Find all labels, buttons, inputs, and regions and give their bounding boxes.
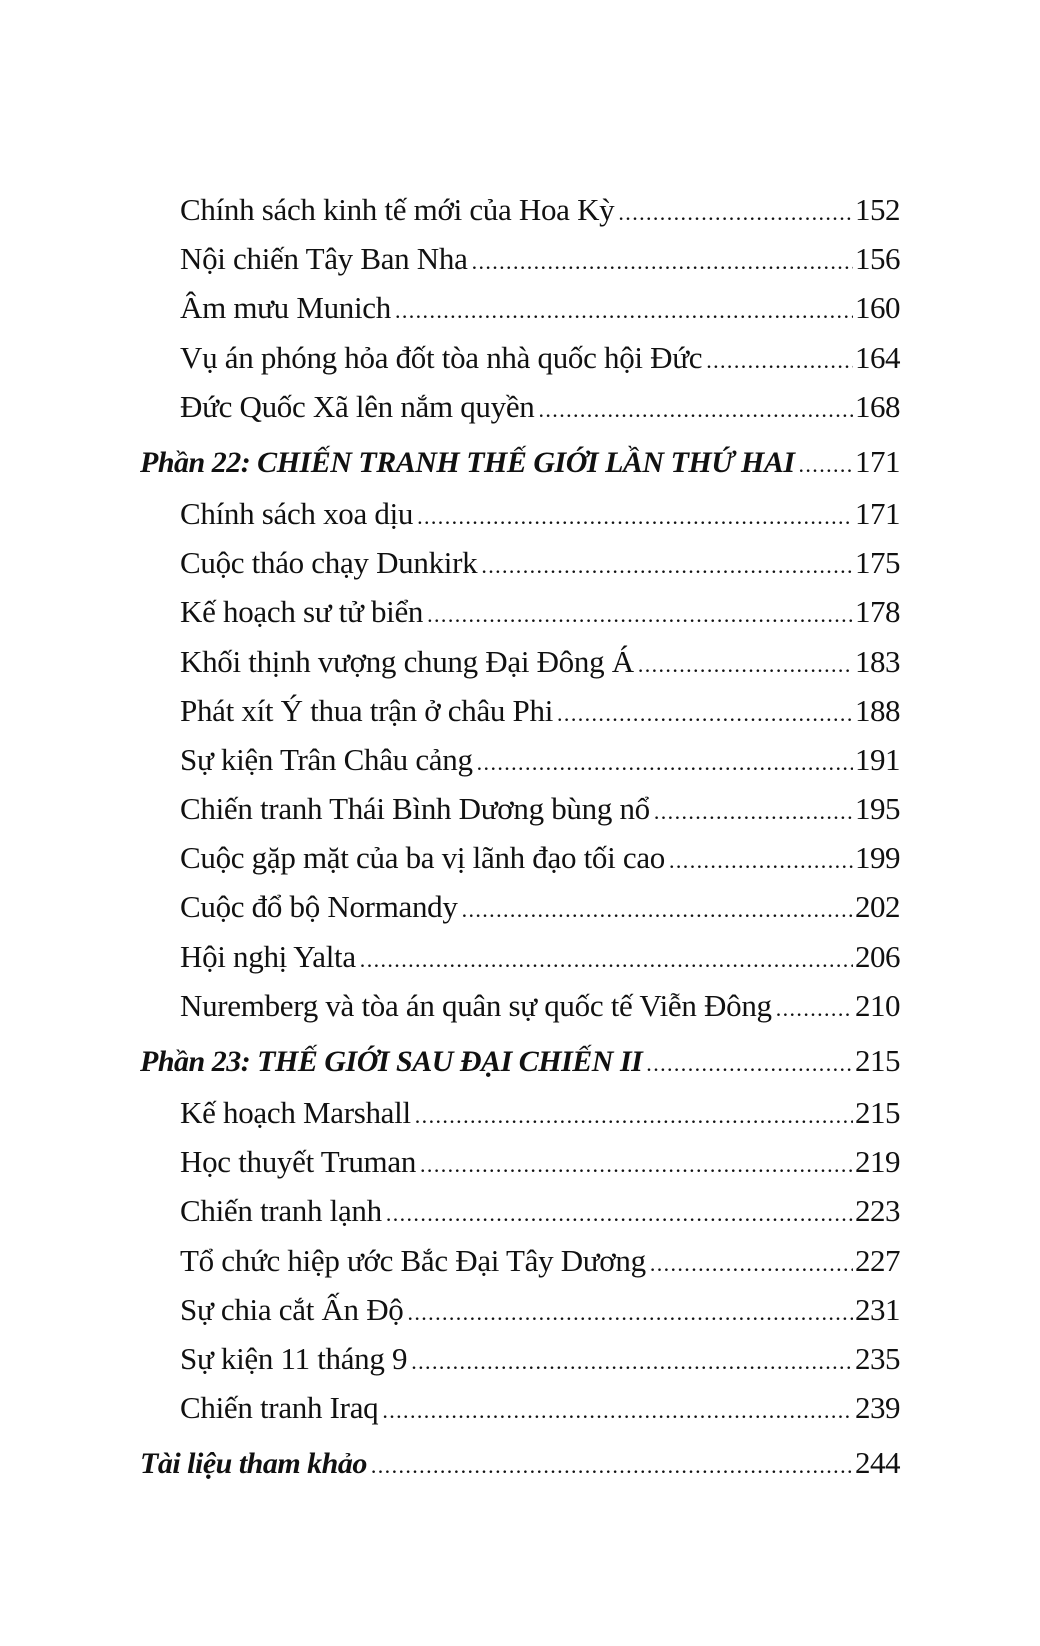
dot-leader (427, 590, 853, 639)
toc-entry-title: Kế hoạch sư tử biển (180, 594, 424, 630)
toc-entry[interactable] (0, 587, 1040, 636)
toc-entry-title: Tổ chức hiệp ước Bắc Đại Tây Dương (180, 1242, 646, 1278)
dot-leader (371, 1435, 853, 1497)
dot-leader (776, 984, 853, 1033)
toc-entry-title: Sự kiện Trân Châu cảng (180, 741, 473, 777)
toc-entry-page: 188 (855, 692, 900, 728)
toc-entry-page: 206 (855, 938, 900, 974)
toc-entry[interactable] (0, 1285, 1040, 1334)
toc-entry[interactable] (0, 382, 1040, 431)
toc-entry[interactable] (0, 1186, 1040, 1235)
table-of-contents (0, 185, 1040, 1490)
toc-entry-page: 231 (855, 1291, 900, 1327)
dot-leader (618, 188, 853, 237)
toc-entry[interactable] (0, 686, 1040, 735)
toc-entry-title: Chiến tranh Thái Bình Dương bùng nổ (180, 791, 650, 827)
toc-part-title: Phần 22: CHIẾN TRANH THẾ GIỚI LẦN THỨ HAI (140, 445, 795, 479)
toc-entry[interactable] (0, 333, 1040, 382)
dot-leader (477, 738, 853, 787)
toc-entry-title: Cuộc đổ bộ Normandy (180, 889, 458, 925)
dot-leader (539, 385, 854, 434)
toc-entry-page: 235 (855, 1340, 900, 1376)
toc-entry-title: Nuremberg và tòa án quân sự quốc tế Viễn Đông (180, 987, 772, 1023)
toc-entry-title: Chiến tranh lạnh (180, 1193, 382, 1229)
toc-entry-title: Khối thịnh vượng chung Đại Đông Á (180, 643, 634, 679)
dot-leader (462, 885, 853, 934)
dot-leader (382, 1386, 853, 1435)
toc-entry[interactable] (0, 637, 1040, 686)
toc-entry[interactable] (0, 735, 1040, 784)
toc-entry-title: Sự chia cắt Ấn Độ (180, 1291, 404, 1327)
toc-entry-title: Nội chiến Tây Ban Nha (180, 241, 468, 277)
toc-entry-page: 239 (855, 1390, 900, 1426)
toc-entry[interactable] (0, 882, 1040, 931)
toc-entry-title: Chính sách kinh tế mới của Hoa Kỳ (180, 192, 615, 227)
toc-entry-title: Đức Quốc Xã lên nắm quyền (180, 388, 535, 424)
toc-entry[interactable] (0, 489, 1040, 538)
toc-entry[interactable] (0, 1088, 1040, 1137)
toc-part-page: 215 (855, 1043, 900, 1078)
toc-entry[interactable] (0, 932, 1040, 981)
toc-entry-page: 219 (855, 1144, 900, 1180)
toc-entry[interactable] (0, 234, 1040, 283)
dot-leader (472, 237, 853, 286)
toc-entry[interactable] (0, 185, 1040, 234)
dot-leader (417, 492, 853, 541)
toc-entry[interactable] (0, 981, 1040, 1030)
dot-leader (669, 836, 853, 885)
toc-part-heading[interactable] (0, 1030, 1040, 1088)
toc-entry-title: Cuộc tháo chạy Dunkirk (180, 545, 478, 581)
toc-entry-page: 210 (855, 987, 900, 1023)
toc-entry-page: 195 (855, 791, 900, 827)
toc-entry[interactable] (0, 784, 1040, 833)
toc-entry-page: 223 (855, 1193, 900, 1229)
toc-entry[interactable] (0, 833, 1040, 882)
dot-leader (407, 1288, 853, 1337)
toc-entry[interactable] (0, 1334, 1040, 1383)
toc-entry-page: 227 (855, 1242, 900, 1278)
toc-entry[interactable] (0, 283, 1040, 332)
toc-part-heading[interactable] (0, 431, 1040, 489)
toc-entry[interactable] (0, 1137, 1040, 1186)
toc-entry-title: Vụ án phóng hỏa đốt tòa nhà quốc hội Đức (180, 339, 703, 375)
toc-entry-page: 175 (855, 545, 900, 581)
dot-leader (646, 1033, 853, 1095)
toc-entry-page: 164 (855, 339, 900, 375)
dot-leader (415, 1091, 853, 1140)
toc-references-page: 244 (855, 1445, 900, 1481)
toc-entry-page: 183 (855, 643, 900, 679)
toc-entry-page: 199 (855, 840, 900, 876)
toc-entry-title: Phát xít Ý thua trận ở châu Phi (180, 692, 554, 728)
dot-leader (638, 640, 853, 689)
dot-leader (411, 1337, 853, 1386)
toc-entry[interactable] (0, 1236, 1040, 1285)
toc-entry-page: 178 (855, 594, 900, 630)
toc-entry-page: 171 (855, 495, 900, 531)
toc-entry[interactable] (0, 538, 1040, 587)
toc-entry-page: 215 (855, 1095, 900, 1130)
dot-leader (799, 434, 854, 496)
toc-entry-page: 152 (855, 192, 900, 227)
toc-entry-title: Cuộc gặp mặt của ba vị lãnh đạo tối cao (180, 840, 665, 876)
dot-leader (420, 1140, 853, 1189)
toc-entry-page: 168 (855, 388, 900, 424)
toc-entry-page: 202 (855, 889, 900, 925)
toc-entry-title: Âm mưu Munich (180, 290, 391, 326)
toc-entry-title: Kế hoạch Marshall (180, 1095, 411, 1130)
toc-entry-page: 156 (855, 241, 900, 277)
toc-entry-title: Chiến tranh Iraq (180, 1390, 379, 1426)
dot-leader (386, 1189, 853, 1238)
dot-leader (360, 935, 853, 984)
toc-entry-title: Chính sách xoa dịu (180, 495, 414, 531)
toc-part-page: 171 (855, 443, 900, 479)
dot-leader (557, 689, 853, 738)
toc-entry-page: 160 (855, 290, 900, 326)
toc-references-heading[interactable] (0, 1432, 1040, 1490)
toc-entry[interactable] (0, 1383, 1040, 1432)
dot-leader (481, 541, 853, 590)
toc-references-title: Tài liệu tham khảo (140, 1447, 367, 1481)
toc-entry-title: Sự kiện 11 tháng 9 (180, 1340, 408, 1376)
dot-leader (395, 286, 853, 335)
dot-leader (654, 787, 853, 836)
toc-entry-title: Học thuyết Truman (180, 1144, 417, 1180)
toc-entry-title: Hội nghị Yalta (180, 938, 356, 974)
toc-part-title: Phần 23: THẾ GIỚI SAU ĐẠI CHIẾN II (140, 1045, 643, 1078)
dot-leader (706, 336, 853, 385)
toc-entry-page: 191 (855, 741, 900, 777)
dot-leader (650, 1239, 853, 1288)
